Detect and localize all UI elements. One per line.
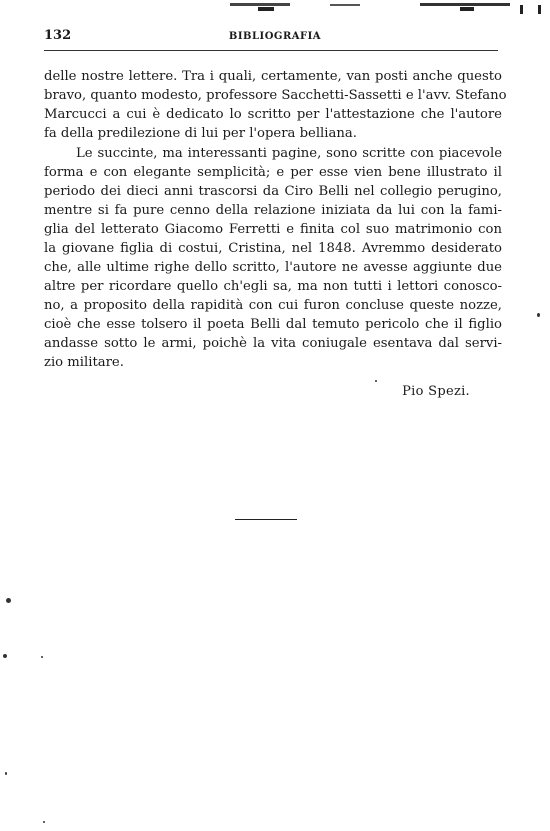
scan-speck — [41, 656, 43, 658]
author-signature: Pio Spezi. — [402, 384, 470, 399]
text-line: bravo, quanto modesto, professore Sacchetti-Sassetti e l'avv. Stefano — [44, 88, 507, 103]
text-line: che, alle ultime righe dello scritto, l'autore ne avesse aggiunte due — [44, 260, 502, 275]
text-line: no, a proposito della rapidità con cui furon concluse queste nozze, — [44, 298, 502, 313]
header-rule — [44, 50, 498, 51]
text-line: Marcucci a cui è dedicato lo scritto per l'attestazione che l'autore — [44, 107, 502, 122]
text-line: periodo dei dieci anni trascorsi da Ciro Belli nel collegio perugino, — [44, 184, 502, 199]
scan-speck — [3, 654, 7, 658]
text-line: altre per ricordare quello ch'egli sa, ma non tutti i lettori conosco- — [44, 279, 502, 294]
running-head: BIBLIOGRAFIA — [228, 31, 322, 42]
text-line: la giovane figlia di costui, Cristina, nel 1848. Avremmo desiderato — [44, 241, 502, 256]
scan-speck — [537, 313, 540, 317]
section-separator — [235, 519, 297, 520]
text-line: forma e con elegante semplicità; e per esse vien bene illustrato il — [44, 165, 502, 180]
text-line: Le succinte, ma interessanti pagine, sono scritte con piacevole — [76, 146, 502, 161]
scan-speck — [43, 821, 45, 823]
scan-speck — [5, 772, 7, 775]
text-line: mentre si fa pure cenno della relazione iniziata da lui con la fami- — [44, 203, 502, 218]
text-line: andasse sotto le armi, poichè la vita coniugale esentava dal servi- — [44, 336, 502, 351]
scan-speck — [6, 598, 11, 603]
scan-speck — [375, 380, 377, 382]
text-line: glia del letterato Giacomo Ferretti e finita col suo matrimonio con — [44, 222, 502, 237]
text-line: fa della predilezione di lui per l'opera belliana. — [44, 126, 357, 141]
text-line: cioè che esse tolsero il poeta Belli dal temuto pericolo che il figlio — [44, 317, 502, 332]
text-line: delle nostre lettere. Tra i quali, certamente, van posti anche questo — [44, 69, 502, 84]
scan-artifact-top — [220, 0, 550, 14]
page-number: 132 — [44, 28, 72, 43]
text-line: zio militare. — [44, 355, 124, 370]
